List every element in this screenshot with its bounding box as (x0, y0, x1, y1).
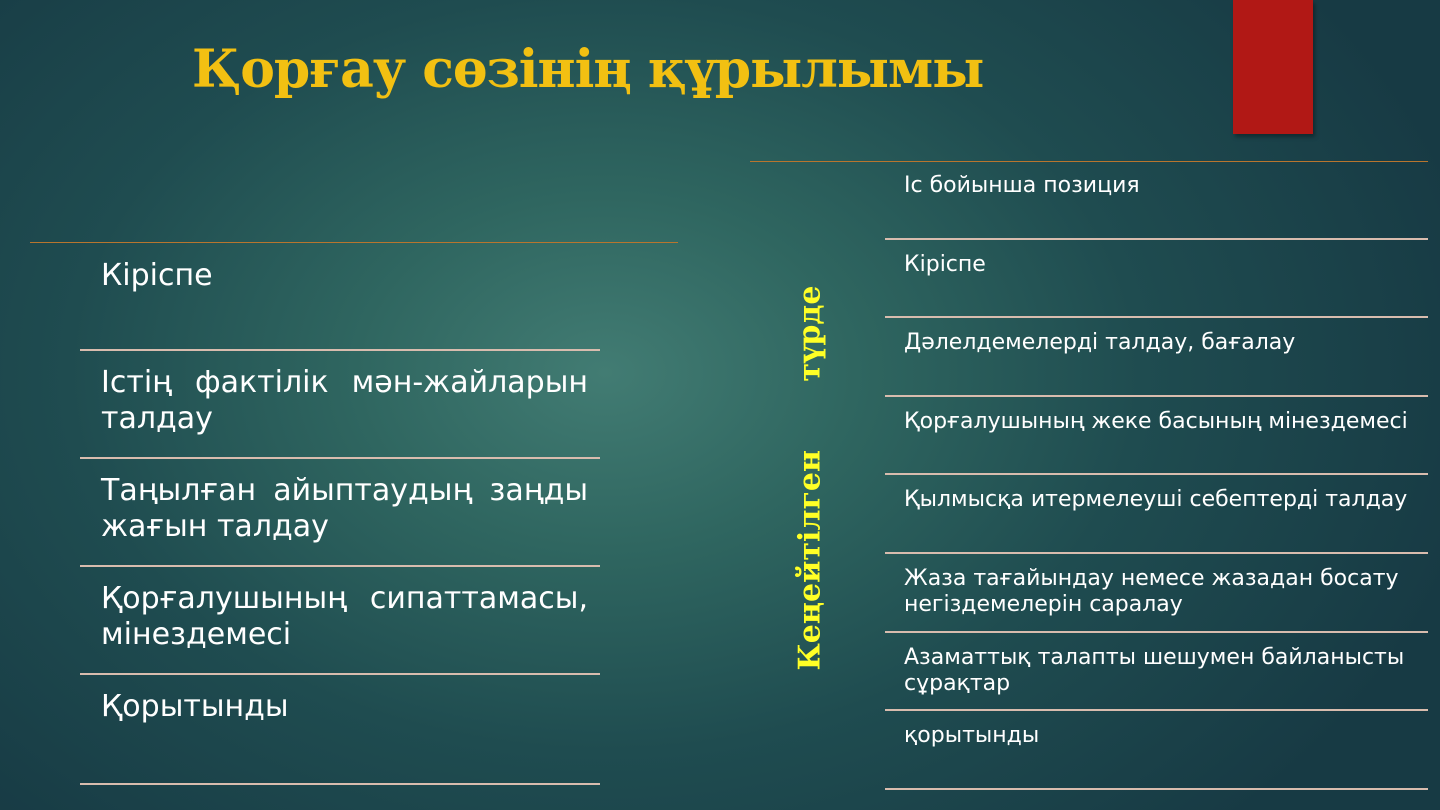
vertical-section-label (790, 285, 830, 671)
vertical-label-text: Кеңейтілген түрде (792, 285, 828, 671)
right-list-item: Қорғалушының жеке басының мінездемесі (885, 397, 1428, 476)
extended-structure-list (885, 161, 1428, 790)
right-list-item: Жаза тағайындау немесе жазадан босату негіздемелерін саралау (885, 554, 1428, 633)
short-structure-list (80, 242, 600, 785)
slide-title: Қорғау сөзінің құрылымы (192, 39, 984, 100)
right-list-item: Кіріспе (885, 240, 1428, 319)
right-list-item: Қылмысқа итермелеуші себептерді талдау (885, 475, 1428, 554)
red-accent-bar (1233, 0, 1313, 134)
left-list-item: Істің фактілік мән-жайларын талдау (80, 351, 600, 459)
left-list-item: Кіріспе (80, 242, 600, 351)
right-list-item: қорытынды (885, 711, 1428, 790)
right-list-item: Азаматтық талапты шешумен байланысты сұрақтар (885, 633, 1428, 712)
left-list-item: Таңылған айыптаудың заңды жағын талдау (80, 459, 600, 567)
right-list-item: Дәлелдемелерді талдау, бағалау (885, 318, 1428, 397)
right-list-item: Іс бойынша позиция (885, 161, 1428, 240)
left-list-item: Қорытынды (80, 675, 600, 785)
left-list-item: Қорғалушының сипаттамасы, мінездемесі (80, 567, 600, 675)
